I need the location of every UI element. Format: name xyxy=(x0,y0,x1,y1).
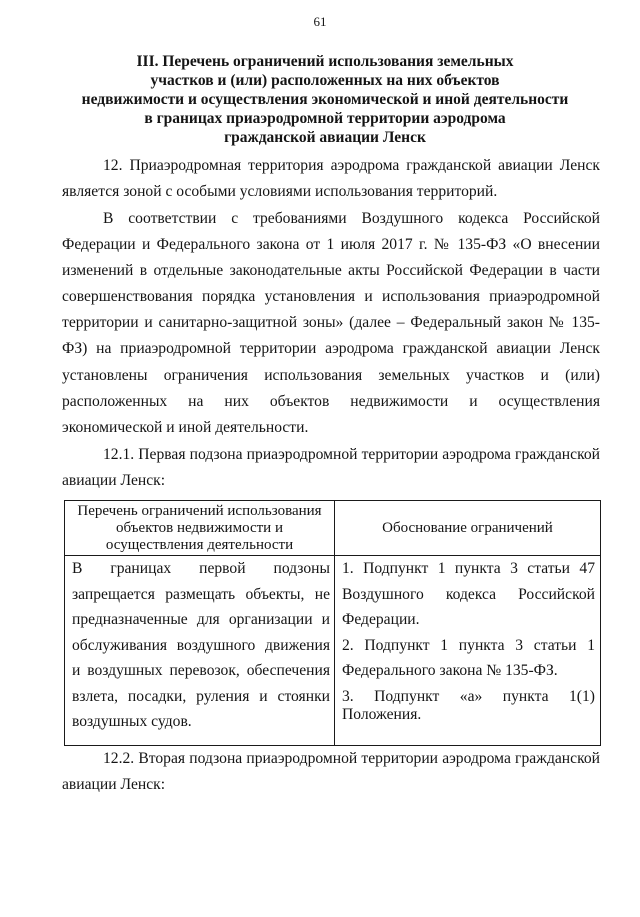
section-heading xyxy=(60,52,590,147)
heading-line: гражданской авиации Ленск xyxy=(224,129,426,146)
restrictions-table xyxy=(64,500,601,746)
paragraph-12-1: 12.1. Первая подзона приаэродромной территории аэродрома гражданской авиации Ленск: xyxy=(62,446,600,490)
basis-item: 1. Подпункт 1 пункта 3 статьи 47 Воздушного кодекса Российской Федерации. xyxy=(342,560,595,628)
table-header-basis: Обоснование ограничений xyxy=(335,501,601,556)
heading-line: III. Перечень ограничений использования земельных xyxy=(136,53,514,70)
restriction-cell xyxy=(65,556,335,746)
table-header-row xyxy=(65,501,601,556)
paragraph-12: 12. Приаэродромная территория аэродрома гражданской авиации Ленск является зоной с особыми условиями использования территорий. xyxy=(62,157,600,201)
restriction-text: В границах первой подзоны запрещается размещать объекты, не предназначенные для организации и обслуживания воздушного движения и воздушных перевозок, обеспечения взлета, посадки, руления и стоянки воздушных судов. xyxy=(72,560,330,730)
heading-line: недвижимости и осуществления экономической и иной деятельности xyxy=(81,91,569,108)
paragraph-12-law: В соответствии с требованиями Воздушного кодекса Российской Федерации и Федерального закона от 1 июля 2017 г. № 135-ФЗ «О внесении изменений в отдельные законодательные акты Российской Федерации в части совершенствования порядка установления и использования приаэродромной территории и санитарно-защитной зоны» (далее – Федеральный закон № 135-ФЗ) на приаэродромной территории аэродрома гражданской авиации Ленск установлены ограничения использования земельных участков и (или) расположенных на них объектов недвижимости и осуществления экономической и иной деятельности. xyxy=(62,210,600,436)
paragraph-12-2: 12.2. Вторая подзона приаэродромной территории аэродрома гражданской авиации Ленск: xyxy=(62,750,600,794)
basis-item: 3. Подпункт «а» пункта 1(1) Положения. xyxy=(342,687,595,723)
table-row xyxy=(65,556,601,746)
basis-cell xyxy=(335,556,601,746)
heading-line: участков и (или) расположенных на них объектов xyxy=(150,72,500,89)
basis-list xyxy=(336,556,599,724)
heading-line: в границах приаэродромной территории аэродрома xyxy=(144,110,506,127)
page-number: 61 xyxy=(313,14,327,29)
table-header-restrictions: Перечень ограничений использования объектов недвижимости и осуществления деятельности xyxy=(65,501,335,556)
basis-item: 2. Подпункт 1 пункта 3 статьи 1 Федерального закона № 135-ФЗ. xyxy=(342,636,595,679)
